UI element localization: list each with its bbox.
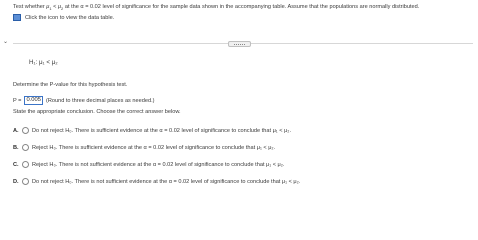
question-text bbox=[13, 4, 419, 12]
conclusion-prompt: State the appropriate conclusion. Choose the correct answer below. bbox=[13, 109, 181, 115]
option-b[interactable] bbox=[13, 144, 275, 151]
option-letter: B. bbox=[13, 144, 19, 151]
option-letter: D. bbox=[13, 178, 19, 185]
question-intro: Test whether bbox=[13, 4, 45, 10]
p-value-line bbox=[13, 96, 155, 105]
option-radio[interactable] bbox=[22, 178, 29, 185]
option-radio[interactable] bbox=[22, 144, 29, 151]
option-text[interactable]: Reject H₀. There is not sufficient evidence at the α = 0.02 level of significance to conclude that μ₁ < μ₂. bbox=[32, 161, 285, 168]
p-value-prompt: Determine the P-value for this hypothesis test. bbox=[13, 82, 128, 88]
chevron-down-icon[interactable]: ⌄ bbox=[3, 39, 9, 45]
option-radio[interactable] bbox=[22, 127, 29, 134]
question-rest: level of significance for the sample data shown in the accompanying table. Assume that the populations are normally distributed. bbox=[102, 4, 420, 10]
p-value-input[interactable]: 0.005 bbox=[26, 97, 41, 103]
table-link-text[interactable]: Click the icon to view the data table. bbox=[25, 14, 115, 21]
option-text[interactable]: Do not reject H₀. There is sufficient evidence at the α = 0.02 level of significance to conclude that μ₁ < μ₂. bbox=[32, 127, 292, 134]
p-label: P = bbox=[13, 97, 22, 104]
option-d[interactable] bbox=[13, 178, 300, 185]
option-radio[interactable] bbox=[22, 161, 29, 168]
table-icon[interactable] bbox=[13, 14, 21, 21]
collapse-handle[interactable] bbox=[228, 41, 251, 47]
question-cond: at the bbox=[64, 4, 79, 10]
data-table-link[interactable] bbox=[13, 14, 114, 21]
hypothesis: H₁: μ₁ < μ₂ bbox=[29, 59, 58, 66]
question-inequality: $\mu_1 < \mu_2$ bbox=[46, 4, 64, 12]
option-letter: A. bbox=[13, 127, 19, 134]
p-hint: (Round to three decimal places as needed.) bbox=[45, 97, 155, 104]
option-text[interactable]: Do not reject H₀. There is not sufficient evidence at the α = 0.02 level of significance to conclude that μ₁ < μ₂. bbox=[32, 178, 301, 185]
option-a[interactable] bbox=[13, 127, 291, 134]
alpha-text: α = 0.02 bbox=[80, 4, 101, 10]
option-c[interactable] bbox=[13, 161, 284, 168]
option-letter: C. bbox=[13, 161, 19, 168]
option-text[interactable]: Reject H₀. There is sufficient evidence at the α = 0.02 level of significance to conclude that μ₁ < μ₂. bbox=[32, 144, 276, 151]
